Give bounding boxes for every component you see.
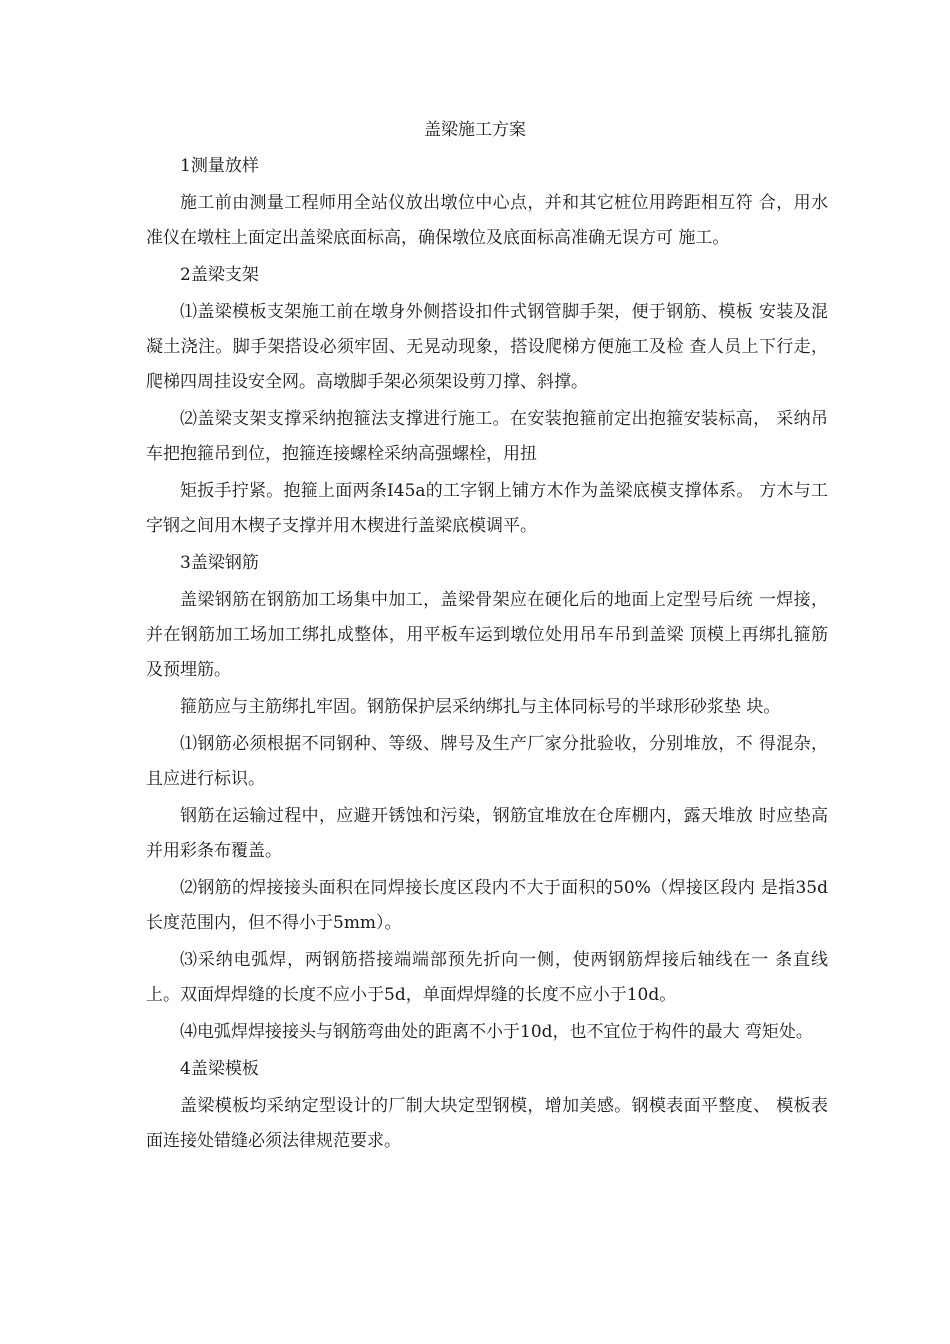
paragraph: ⑷电弧焊焊接接头与钢筋弯曲处的距离不小于10d，也不宜位于构件的最大 弯矩处。 <box>180 1022 813 1042</box>
document-title: 盖梁施工方案 <box>424 120 526 140</box>
paragraph: 箍筋应与主筋绑扎牢固。钢筋保护层采纳绑扎与主体同标号的半球形砂浆垫 块。 <box>180 697 781 717</box>
paragraph: ⑴盖梁模板支架施工前在墩身外侧搭设扣件式钢管脚手架，便于钢筋、模板 安装及混凝土浇注。脚手架搭设必须牢固、无晃动现象，搭设爬梯方便施工及检 查人员上下行走，爬梯四周挂设安全网。高墩脚手架必须架设剪刀撑、斜撑。 <box>146 302 828 392</box>
paragraph: ⑵盖梁支架支撑采纳抱箍法支撑进行施工。在安装抱箍前定出抱箍安装标高， 采纳吊车把抱箍吊到位，抱箍连接螺栓采纳高强螺栓，用扭 <box>146 409 828 464</box>
paragraph: ⑴钢筋必须根据不同钢种、等级、牌号及生产厂家分批验收，分别堆放，不 得混杂，且应进行标识。 <box>146 734 828 789</box>
section-heading-support: 2盖梁支架 <box>180 265 259 285</box>
section-heading-formwork: 4盖梁模板 <box>180 1059 259 1079</box>
section-heading-survey: 1测量放样 <box>180 156 259 176</box>
document-body <box>146 149 828 1159</box>
paragraph: ⑵钢筋的焊接接头面积在同焊接长度区段内不大于面积的50%（焊接区段内 是指35d长度范围内，但不得小于5mm）。 <box>146 878 828 933</box>
paragraph: 矩扳手拧紧。抱箍上面两条I45a的工字钢上铺方木作为盖梁底模支撑体系。 方木与工字钢之间用木楔子支撑并用木楔进行盖梁底模调平。 <box>146 481 828 536</box>
paragraph: 盖梁钢筋在钢筋加工场集中加工，盖梁骨架应在硬化后的地面上定型号后统 一焊接，并在钢筋加工场加工绑扎成整体，用平板车运到墩位处用吊车吊到盖梁 顶模上再绑扎箍筋及预埋筋。 <box>146 590 828 680</box>
paragraph: 施工前由测量工程师用全站仪放出墩位中心点，并和其它桩位用跨距相互符 合，用水准仪在墩柱上面定出盖梁底面标高，确保墩位及底面标高准确无误方可 施工。 <box>146 193 828 248</box>
paragraph: 盖梁模板均采纳定型设计的厂制大块定型钢模，增加美感。钢模表面平整度、 模板表面连接处错缝必须法律规范要求。 <box>146 1096 828 1151</box>
section-heading-rebar: 3盖梁钢筋 <box>180 553 259 573</box>
paragraph: ⑶采纳电弧焊，两钢筋搭接端端部预先折向一侧，使两钢筋焊接后轴线在一 条直线上。双面焊焊缝的长度不应小于5d，单面焊焊缝的长度不应小于10d。 <box>146 950 828 1005</box>
paragraph: 钢筋在运输过程中，应避开锈蚀和污染，钢筋宜堆放在仓库棚内，露天堆放 时应垫高并用彩条布覆盖。 <box>146 806 828 861</box>
